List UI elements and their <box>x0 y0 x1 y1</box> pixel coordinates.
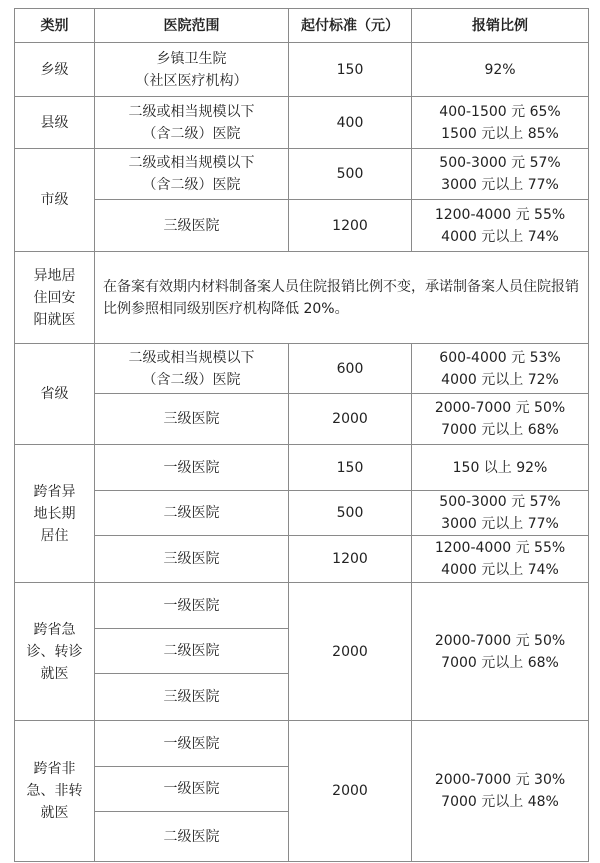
table-row <box>15 583 589 629</box>
category-cell: 跨省急 诊、转诊 就医 <box>15 583 95 721</box>
header-row <box>15 9 589 43</box>
header-deductible: 起付标准（元） <box>289 9 412 43</box>
category-cell: 异地居 住回安 阳就医 <box>15 252 95 344</box>
header-category: 类别 <box>15 9 95 43</box>
category-cell: 跨省异 地长期 居住 <box>15 445 95 583</box>
table-row <box>15 536 589 583</box>
deductible-cell: 2000 <box>289 583 412 721</box>
table-row <box>15 200 589 252</box>
scope-cell: 一级医院 <box>95 445 289 491</box>
deductible-cell: 500 <box>289 491 412 536</box>
ratio-cell: 1200-4000 元 55% 4000 元以上 74% <box>412 200 589 252</box>
scope-cell: 乡镇卫生院 （社区医疗机构） <box>95 43 289 97</box>
scope-cell: 三级医院 <box>95 536 289 583</box>
deductible-cell: 1200 <box>289 536 412 583</box>
table-row <box>15 721 589 767</box>
category-cell: 省级 <box>15 344 95 445</box>
ratio-cell: 400-1500 元 65% 1500 元以上 85% <box>412 97 589 149</box>
deductible-cell: 1200 <box>289 200 412 252</box>
category-cell: 乡级 <box>15 43 95 97</box>
scope-cell: 二级或相当规模以下 （含二级）医院 <box>95 149 289 200</box>
table-row <box>15 491 589 536</box>
ratio-cell: 500-3000 元 57% 3000 元以上 77% <box>412 491 589 536</box>
reimbursement-table <box>14 8 589 862</box>
scope-cell: 三级医院 <box>95 674 289 721</box>
scope-cell: 三级医院 <box>95 394 289 445</box>
table-row <box>15 149 589 200</box>
ratio-cell: 2000-7000 元 50% 7000 元以上 68% <box>412 583 589 721</box>
header-ratio: 报销比例 <box>412 9 589 43</box>
table-row <box>15 344 589 394</box>
ratio-cell: 150 以上 92% <box>412 445 589 491</box>
scope-cell: 三级医院 <box>95 200 289 252</box>
table-row <box>15 394 589 445</box>
ratio-cell: 600-4000 元 53% 4000 元以上 72% <box>412 344 589 394</box>
ratio-cell: 2000-7000 元 30% 7000 元以上 48% <box>412 721 589 862</box>
deductible-cell: 2000 <box>289 721 412 862</box>
ratio-cell: 2000-7000 元 50% 7000 元以上 68% <box>412 394 589 445</box>
policy-notice: 在备案有效期内材料制备案人员住院报销比例不变，承诺制备案人员住院报销比例参照相同级别医疗机构降低 20%。 <box>95 252 589 344</box>
scope-cell: 一级医院 <box>95 767 289 812</box>
deductible-cell: 2000 <box>289 394 412 445</box>
scope-cell: 二级或相当规模以下 （含二级）医院 <box>95 344 289 394</box>
deductible-cell: 150 <box>289 445 412 491</box>
category-cell: 跨省非 急、非转 就医 <box>15 721 95 862</box>
ratio-cell: 92% <box>412 43 589 97</box>
category-cell: 市级 <box>15 149 95 252</box>
ratio-cell: 500-3000 元 57% 3000 元以上 77% <box>412 149 589 200</box>
table-row <box>15 445 589 491</box>
category-cell: 县级 <box>15 97 95 149</box>
scope-cell: 二级医院 <box>95 629 289 674</box>
deductible-cell: 500 <box>289 149 412 200</box>
scope-cell: 二级医院 <box>95 491 289 536</box>
header-scope: 医院范围 <box>95 9 289 43</box>
table-row <box>15 97 589 149</box>
deductible-cell: 150 <box>289 43 412 97</box>
deductible-cell: 400 <box>289 97 412 149</box>
scope-cell: 一级医院 <box>95 583 289 629</box>
scope-cell: 一级医院 <box>95 721 289 767</box>
scope-cell: 二级或相当规模以下 （含二级）医院 <box>95 97 289 149</box>
table-row <box>15 43 589 97</box>
scope-cell: 二级医院 <box>95 812 289 862</box>
ratio-cell: 1200-4000 元 55% 4000 元以上 74% <box>412 536 589 583</box>
deductible-cell: 600 <box>289 344 412 394</box>
table-row <box>15 252 589 344</box>
